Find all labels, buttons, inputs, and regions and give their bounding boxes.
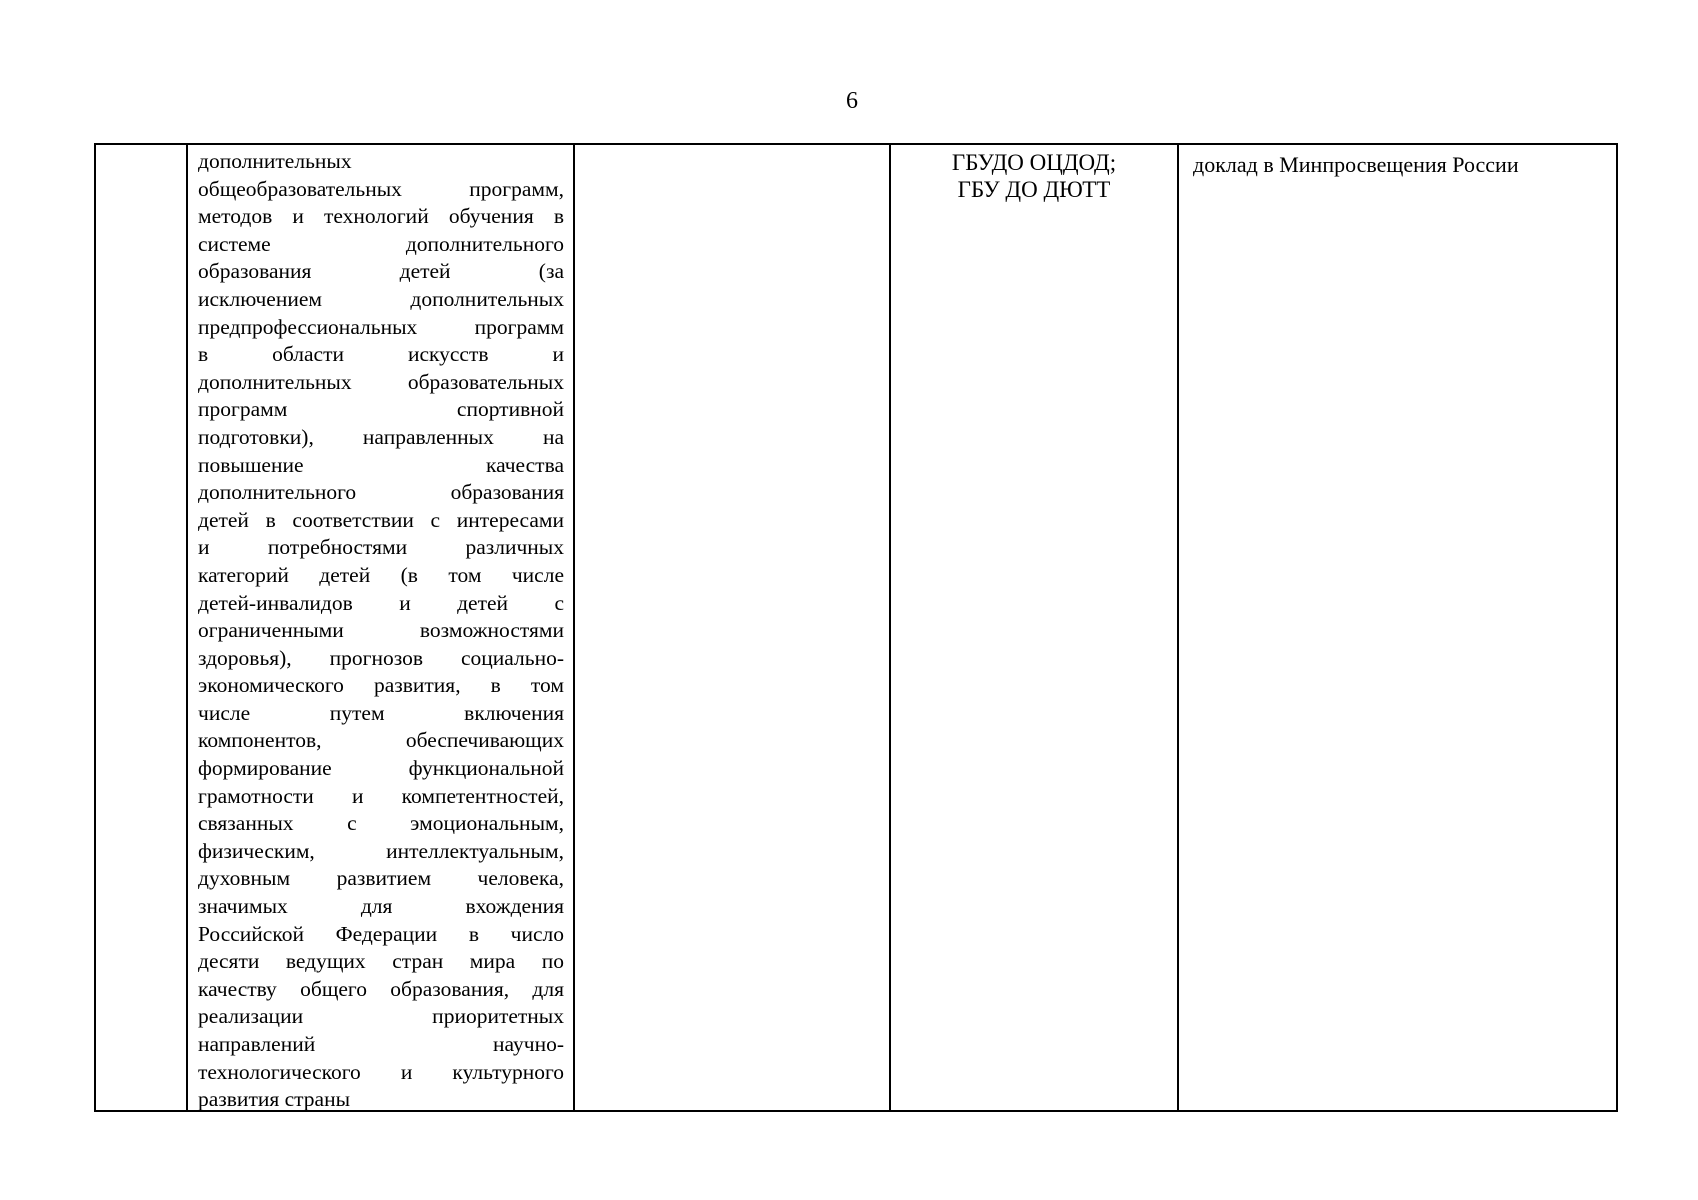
description-line: методов и технологий обучения в [198,204,564,229]
description-line: десяти ведущих стран мира по [198,949,564,974]
description-line: общеобразовательных программ, [198,176,564,201]
description-line: и потребностями различных [198,535,564,560]
description-line: детей в соответствии с интересами [198,507,564,532]
description-line: в области искусств и [198,342,564,367]
table-cell-result [1179,145,1616,1110]
result-text: доклад в Минпросвещения России [1193,152,1519,177]
description-line: направлений научно- [198,1032,564,1056]
table-cell-description [188,145,575,1110]
description-line: реализации приоритетных [198,1004,564,1029]
description-line: физическим, интеллектуальным, [198,838,564,863]
description-text [198,148,564,1114]
description-line: системе дополнительного [198,231,564,256]
document-table [94,143,1618,1112]
description-line: дополнительного образования [198,480,564,505]
executor-line: ГБУДО ОЦДОД; [951,150,1117,175]
description-line: исключением дополнительных [198,286,564,311]
page-number: 6 [846,88,858,114]
description-line: числе путем включения [198,700,564,725]
description-line: подготовки), направленных на [198,424,564,449]
description-line: детей-инвалидов и детей с [198,590,564,615]
description-line: технологического и культурного [198,1059,564,1084]
description-line: компонентов, обеспечивающих [198,728,564,753]
description-line: Российской Федерации в число [198,921,564,946]
description-line: дополнительных образовательных [198,369,564,394]
description-line: здоровья), прогнозов социально- [198,645,564,670]
description-line: ограниченными возможностями [198,618,564,643]
description-line: связанных с эмоциональным, [198,811,564,836]
description-line: грамотности и компетентностей, [198,783,564,808]
description-line: качеству общего образования, для [198,976,564,1001]
description-line: развития страны [198,1087,351,1112]
description-line: повышение качества [198,452,564,477]
description-line: формирование функциональной [198,756,564,781]
description-line: духовным развитием человека, [198,866,564,891]
description-line: значимых для вхождения [198,894,564,919]
executor-line: ГБУ ДО ДЮТТ [957,177,1111,202]
table-cell-empty [575,145,891,1110]
description-line: образования детей (за [198,259,564,284]
description-line: программ спортивной [198,397,564,422]
description-line: категорий детей (в том числе [198,562,564,587]
description-line: предпрофессиональных программ [198,314,564,339]
table-cell-executors [891,145,1179,1110]
description-line: дополнительных [198,149,352,173]
executors-text [891,149,1177,203]
table-cell-number [96,145,188,1110]
description-line: экономического развития, в том [198,673,564,698]
